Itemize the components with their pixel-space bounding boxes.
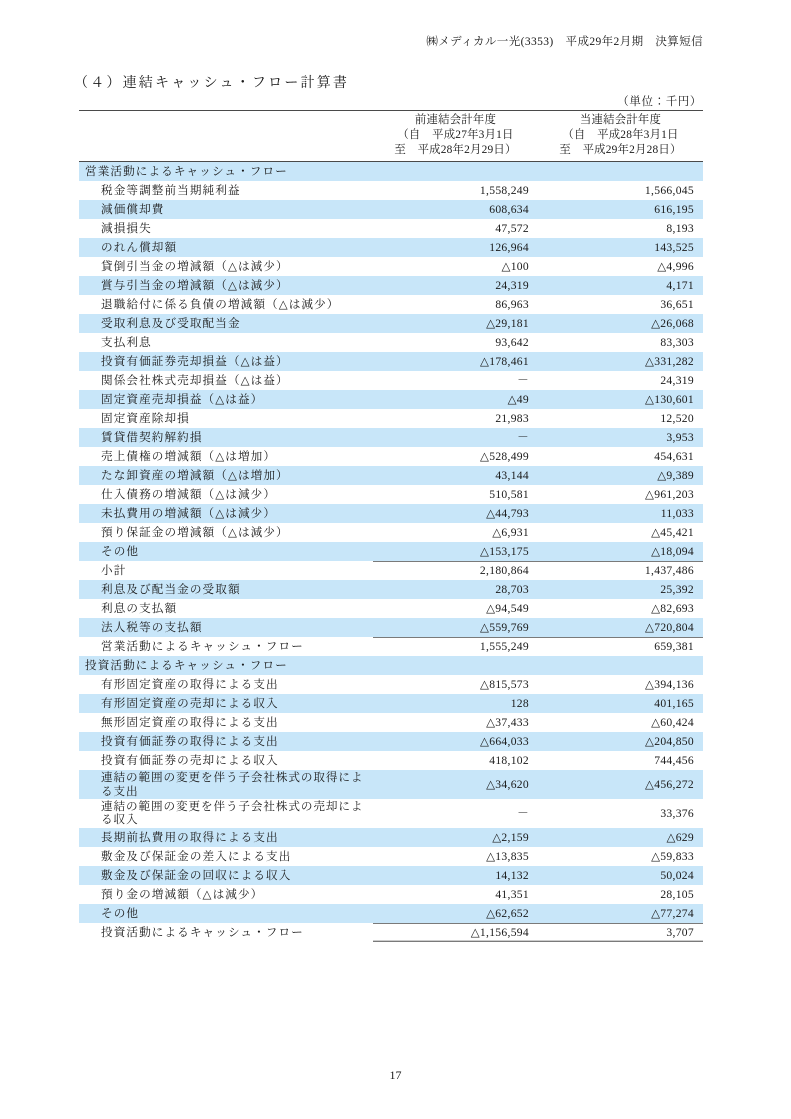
- table-row: [79, 257, 703, 276]
- page-title: （４）連結キャッシュ・フロー計算書: [74, 76, 350, 91]
- row-value-prev: 128: [373, 694, 538, 713]
- row-value-prev: 418,102: [373, 751, 538, 770]
- row-label: 減価償却費: [79, 200, 373, 219]
- running-header: ㈱メディカル一光(3353) 平成29年2月期 決算短信: [426, 36, 703, 48]
- row-label: 敷金及び保証金の回収による収入: [79, 866, 373, 885]
- curr-period-from: （自 平成28年3月1日: [562, 129, 679, 142]
- row-value-prev: △62,652: [373, 904, 538, 923]
- table-row: [79, 523, 703, 542]
- row-value-curr: △130,601: [538, 390, 703, 409]
- row-value-curr: △60,424: [538, 713, 703, 732]
- row-value-prev: 24,319: [373, 276, 538, 295]
- row-label: 受取利息及び受取配当金: [79, 314, 373, 333]
- row-value-curr: 744,456: [538, 751, 703, 770]
- table-row: [79, 656, 703, 675]
- table-row: [79, 580, 703, 599]
- row-value-curr: 1,437,486: [538, 561, 703, 580]
- row-label: 利息及び配当金の受取額: [79, 580, 373, 599]
- row-value-curr: 454,631: [538, 447, 703, 466]
- row-value-prev: 47,572: [373, 219, 538, 238]
- row-value-prev: △2,159: [373, 828, 538, 847]
- row-value-curr: 33,376: [538, 799, 703, 828]
- row-label: 預り保証金の増減額（△は減少）: [79, 523, 373, 542]
- row-value-prev: [373, 656, 538, 675]
- row-value-curr: △204,850: [538, 732, 703, 751]
- row-value-prev: 14,132: [373, 866, 538, 885]
- row-value-prev: △44,793: [373, 504, 538, 523]
- prev-period-title: 前連結会計年度: [414, 114, 497, 126]
- row-label: 賃貸借契約解約損: [79, 428, 373, 447]
- row-label: 有形固定資産の売却による収入: [79, 694, 373, 713]
- row-value-prev: △528,499: [373, 447, 538, 466]
- row-label: 減損損失: [79, 219, 373, 238]
- row-value-curr: △394,136: [538, 675, 703, 694]
- row-value-prev: △153,175: [373, 542, 538, 561]
- unit-note: （単位：千円）: [617, 96, 702, 108]
- row-value-prev: △1,156,594: [373, 923, 538, 942]
- row-value-prev: 1,558,249: [373, 181, 538, 200]
- table-row: [79, 799, 703, 828]
- row-value-prev: 1,555,249: [373, 637, 538, 656]
- table-row: [79, 238, 703, 257]
- row-label: 投資有価証券売却損益（△は益）: [79, 352, 373, 371]
- row-value-curr: 659,381: [538, 637, 703, 656]
- row-value-curr: △77,274: [538, 904, 703, 923]
- table-body: [79, 162, 703, 942]
- row-label: 未払費用の増減額（△は減少）: [79, 504, 373, 523]
- table-row: [79, 504, 703, 523]
- curr-period-to: 至 平成29年2月28日）: [559, 144, 682, 157]
- table-row: [79, 866, 703, 885]
- row-label: 有形固定資産の取得による支出: [79, 675, 373, 694]
- row-value-prev: △94,549: [373, 599, 538, 618]
- row-value-curr: △18,094: [538, 542, 703, 561]
- row-value-curr: 25,392: [538, 580, 703, 599]
- row-value-prev: 510,581: [373, 485, 538, 504]
- row-label: 税金等調整前当期純利益: [79, 181, 373, 200]
- header-cell-curr-period: [538, 111, 703, 162]
- row-value-curr: △26,068: [538, 314, 703, 333]
- row-value-prev: －: [373, 799, 538, 828]
- table-row: [79, 485, 703, 504]
- table-row: [79, 276, 703, 295]
- row-value-prev: 43,144: [373, 466, 538, 485]
- row-label: 投資有価証券の取得による支出: [79, 732, 373, 751]
- row-label: 支払利息: [79, 333, 373, 352]
- row-value-prev: △37,433: [373, 713, 538, 732]
- table-row: [79, 713, 703, 732]
- row-label: のれん償却額: [79, 238, 373, 257]
- table-row: [79, 314, 703, 333]
- row-value-curr: △9,389: [538, 466, 703, 485]
- row-value-curr: △961,203: [538, 485, 703, 504]
- table-row: [79, 200, 703, 219]
- prev-period-to: 至 平成28年2月29日）: [394, 144, 517, 157]
- row-value-curr: △45,421: [538, 523, 703, 542]
- row-value-prev: －: [373, 371, 538, 390]
- row-value-curr: 1,566,045: [538, 181, 703, 200]
- table-row: [79, 409, 703, 428]
- row-label: その他: [79, 542, 373, 561]
- row-value-curr: △720,804: [538, 618, 703, 637]
- row-value-prev: △100: [373, 257, 538, 276]
- row-label: 固定資産売却損益（△は益）: [79, 390, 373, 409]
- row-value-prev: －: [373, 428, 538, 447]
- table-row: [79, 447, 703, 466]
- table-row: [79, 352, 703, 371]
- row-value-curr: 24,319: [538, 371, 703, 390]
- row-value-prev: 21,983: [373, 409, 538, 428]
- row-label: 小計: [79, 561, 373, 580]
- table-row: [79, 675, 703, 694]
- row-value-prev: △49: [373, 390, 538, 409]
- table-row: [79, 751, 703, 770]
- row-value-curr: 3,707: [538, 923, 703, 942]
- row-label: 賞与引当金の増減額（△は減少）: [79, 276, 373, 295]
- table-row: [79, 904, 703, 923]
- row-value-curr: [538, 656, 703, 675]
- row-label: 関係会社株式売却損益（△は益）: [79, 371, 373, 390]
- row-value-prev: 28,703: [373, 580, 538, 599]
- table-row: [79, 618, 703, 637]
- row-value-prev: △34,620: [373, 770, 538, 799]
- table-row: [79, 923, 703, 942]
- row-value-prev: 2,180,864: [373, 561, 538, 580]
- curr-period-title: 当連結会計年度: [579, 114, 662, 126]
- row-label: 連結の範囲の変更を伴う子会社株式の取得による支出: [79, 770, 373, 799]
- table-header: [79, 111, 703, 162]
- row-label: 営業活動によるキャッシュ・フロー: [79, 637, 373, 656]
- table-row: [79, 885, 703, 904]
- row-value-prev: △178,461: [373, 352, 538, 371]
- table-row: [79, 561, 703, 580]
- row-label: 仕入債務の増減額（△は減少）: [79, 485, 373, 504]
- cash-flow-statement-table: [79, 110, 703, 942]
- row-label: 長期前払費用の取得による支出: [79, 828, 373, 847]
- table-row: [79, 599, 703, 618]
- row-value-curr: △331,282: [538, 352, 703, 371]
- row-label: 投資有価証券の売却による収入: [79, 751, 373, 770]
- table-row: [79, 466, 703, 485]
- row-value-prev: △815,573: [373, 675, 538, 694]
- table-row: [79, 295, 703, 314]
- page-number: 17: [389, 1068, 402, 1082]
- table-row: [79, 333, 703, 352]
- row-value-curr: 4,171: [538, 276, 703, 295]
- table-row: [79, 694, 703, 713]
- row-value-prev: 41,351: [373, 885, 538, 904]
- row-value-curr: 616,195: [538, 200, 703, 219]
- row-value-curr: △59,833: [538, 847, 703, 866]
- row-label: 利息の支払額: [79, 599, 373, 618]
- row-value-prev: △664,033: [373, 732, 538, 751]
- row-section-label: 営業活動によるキャッシュ・フロー: [79, 162, 373, 182]
- row-value-curr: [538, 162, 703, 182]
- table-header-row: [79, 111, 703, 162]
- table-row: [79, 637, 703, 656]
- row-value-prev: 93,642: [373, 333, 538, 352]
- row-value-curr: △629: [538, 828, 703, 847]
- table-row: [79, 162, 703, 182]
- row-label: 退職給付に係る負債の増減額（△は減少）: [79, 295, 373, 314]
- table-row: [79, 828, 703, 847]
- row-value-prev: △6,931: [373, 523, 538, 542]
- row-value-curr: 50,024: [538, 866, 703, 885]
- row-value-curr: 83,303: [538, 333, 703, 352]
- table-row: [79, 181, 703, 200]
- row-label: 預り金の増減額（△は減少）: [79, 885, 373, 904]
- row-value-prev: 86,963: [373, 295, 538, 314]
- table-row: [79, 371, 703, 390]
- row-label: 投資活動によるキャッシュ・フロー: [79, 923, 373, 942]
- row-value-prev: △13,835: [373, 847, 538, 866]
- row-value-prev: [373, 162, 538, 182]
- row-section-label: 投資活動によるキャッシュ・フロー: [79, 656, 373, 675]
- table-row: [79, 847, 703, 866]
- row-value-curr: 8,193: [538, 219, 703, 238]
- table-row: [79, 390, 703, 409]
- row-value-curr: 3,953: [538, 428, 703, 447]
- row-label: 法人税等の支払額: [79, 618, 373, 637]
- row-value-curr: 12,520: [538, 409, 703, 428]
- row-label: 無形固定資産の取得による支出: [79, 713, 373, 732]
- prev-period-from: （自 平成27年3月1日: [397, 129, 514, 142]
- row-value-curr: △4,996: [538, 257, 703, 276]
- row-label: 固定資産除却損: [79, 409, 373, 428]
- row-value-curr: 143,525: [538, 238, 703, 257]
- row-value-curr: 11,033: [538, 504, 703, 523]
- row-label: その他: [79, 904, 373, 923]
- row-value-prev: △29,181: [373, 314, 538, 333]
- row-label: 連結の範囲の変更を伴う子会社株式の売却による収入: [79, 799, 373, 828]
- table-row: [79, 732, 703, 751]
- row-value-prev: 608,634: [373, 200, 538, 219]
- row-value-curr: △456,272: [538, 770, 703, 799]
- header-cell-label: [79, 111, 373, 162]
- row-label: たな卸資産の増減額（△は増加）: [79, 466, 373, 485]
- table-row: [79, 542, 703, 561]
- row-value-curr: 28,105: [538, 885, 703, 904]
- row-label: 売上債権の増減額（△は増加）: [79, 447, 373, 466]
- row-label: 敷金及び保証金の差入による支出: [79, 847, 373, 866]
- header-cell-prev-period: [373, 111, 538, 162]
- row-value-prev: △559,769: [373, 618, 538, 637]
- row-label: 貸倒引当金の増減額（△は減少）: [79, 257, 373, 276]
- row-value-curr: △82,693: [538, 599, 703, 618]
- row-value-curr: 401,165: [538, 694, 703, 713]
- table-row: [79, 770, 703, 799]
- row-value-prev: 126,964: [373, 238, 538, 257]
- row-value-curr: 36,651: [538, 295, 703, 314]
- table-row: [79, 219, 703, 238]
- table-row: [79, 428, 703, 447]
